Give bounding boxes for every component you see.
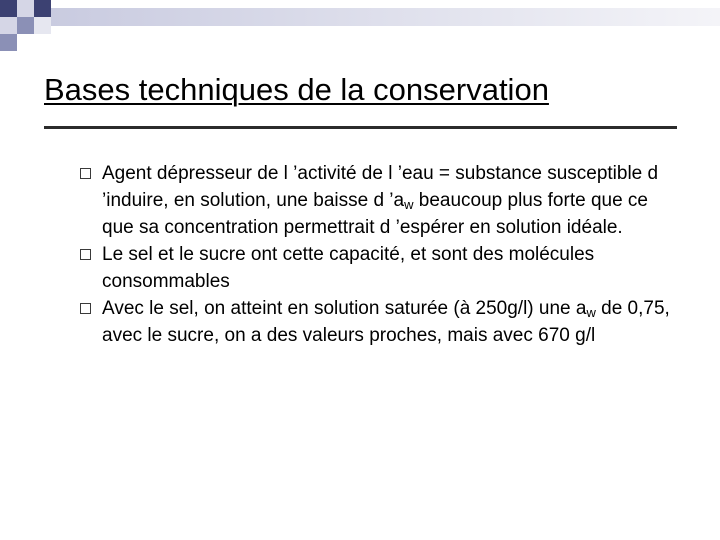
deco-square [17, 0, 34, 17]
title-divider [44, 126, 677, 129]
deco-square [17, 17, 34, 34]
bullet-item [80, 241, 680, 295]
deco-square [0, 0, 17, 17]
hollow-square-icon [80, 168, 91, 179]
bullet-list [80, 160, 680, 349]
bullet-text: Avec le sel, on atteint en solution saturée (à 250g/l) une a [102, 298, 587, 319]
bullet-item [80, 295, 680, 349]
deco-square [0, 34, 17, 51]
bullet-text: de 0,75, avec le sucre, on a des valeurs proches, mais avec 670 g/l [102, 298, 670, 346]
slide-title: Bases techniques de la conservation [44, 72, 549, 107]
hollow-square-icon [80, 303, 91, 314]
subscript: w [586, 305, 596, 320]
subscript: w [404, 197, 414, 212]
hollow-square-icon [80, 249, 91, 260]
bullet-text: Le sel et le sucre ont cette capacité, et sont des molécules consommables [102, 244, 595, 292]
deco-band [51, 8, 720, 26]
deco-square [0, 17, 17, 34]
corner-decoration [0, 0, 720, 60]
deco-square [34, 17, 51, 34]
bullet-text: Agent dépresseur de l ’activité de l ’eau = substance susceptible d ’induire, en solution, une baisse d ’a [102, 163, 659, 211]
deco-square [34, 0, 51, 17]
bullet-text: beaucoup plus forte que ce que sa concentration permettrait d ’espérer en solution idéale. [102, 190, 648, 238]
bullet-item [80, 160, 680, 241]
